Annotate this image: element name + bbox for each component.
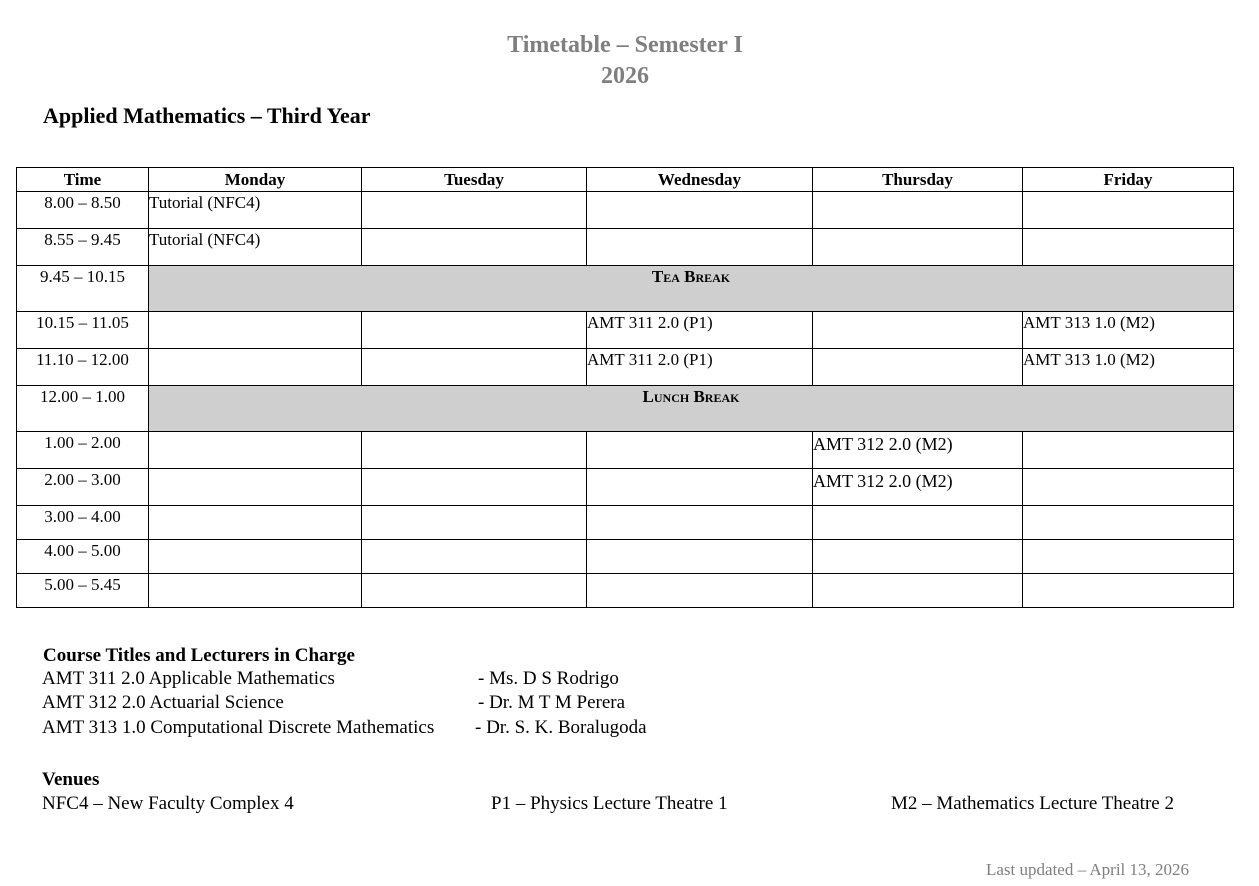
table-row — [17, 312, 1234, 349]
last-updated: Last updated – April 13, 2026 — [986, 860, 1190, 879]
table-row — [17, 229, 1234, 266]
venue-item: P1 – Physics Lecture Theatre 1 — [491, 793, 728, 814]
column-header-thursday: Thursday — [813, 168, 1023, 192]
schedule-cell — [813, 574, 1023, 608]
schedule-cell — [362, 349, 587, 386]
schedule-cell — [813, 506, 1023, 540]
timetable — [16, 167, 1234, 608]
table-row — [17, 349, 1234, 386]
schedule-cell — [1023, 574, 1234, 608]
course-lecturer: - Ms. D S Rodrigo — [478, 668, 619, 689]
schedule-cell — [362, 229, 587, 266]
column-header-wednesday: Wednesday — [587, 168, 813, 192]
venue-item: NFC4 – New Faculty Complex 4 — [42, 793, 294, 814]
schedule-cell — [1023, 192, 1234, 229]
schedule-cell — [362, 506, 587, 540]
schedule-cell — [813, 349, 1023, 386]
column-header-time: Time — [17, 168, 149, 192]
table-row — [17, 432, 1234, 469]
schedule-cell: AMT 312 2.0 (M2) — [813, 432, 1023, 469]
schedule-cell — [1023, 229, 1234, 266]
courses-heading: Course Titles and Lecturers in Charge — [43, 645, 355, 666]
course-lecturer: - Dr. S. K. Boralugoda — [475, 717, 647, 738]
time-slot: 2.00 – 3.00 — [17, 469, 149, 506]
page-subtitle: Applied Mathematics – Third Year — [43, 103, 371, 128]
schedule-cell — [587, 229, 813, 266]
schedule-cell — [813, 229, 1023, 266]
course-lecturer: - Dr. M T M Perera — [478, 692, 626, 713]
venue-item: M2 – Mathematics Lecture Theatre 2 — [891, 793, 1174, 814]
schedule-cell — [1023, 540, 1234, 574]
table-row — [17, 506, 1234, 540]
schedule-cell — [813, 312, 1023, 349]
schedule-cell — [149, 469, 362, 506]
table-row — [17, 192, 1234, 229]
schedule-cell — [587, 506, 813, 540]
column-header-monday: Monday — [149, 168, 362, 192]
schedule-cell — [149, 574, 362, 608]
schedule-cell: Tutorial (NFC4) — [149, 192, 362, 229]
time-slot: 12.00 – 1.00 — [17, 386, 149, 432]
page-title-year: 2026 — [601, 63, 649, 89]
schedule-cell — [587, 574, 813, 608]
lunch-break-band: Lunch Break — [149, 386, 1234, 432]
schedule-cell: AMT 311 2.0 (P1) — [587, 349, 813, 386]
time-slot: 11.10 – 12.00 — [17, 349, 149, 386]
column-header-tuesday: Tuesday — [362, 168, 587, 192]
course-title: AMT 312 2.0 Actuarial Science — [42, 692, 284, 713]
time-slot: 3.00 – 4.00 — [17, 506, 149, 540]
schedule-cell — [1023, 432, 1234, 469]
schedule-cell: AMT 313 1.0 (M2) — [1023, 349, 1234, 386]
schedule-cell — [813, 540, 1023, 574]
schedule-cell — [362, 312, 587, 349]
schedule-cell — [149, 506, 362, 540]
time-slot: 5.00 – 5.45 — [17, 574, 149, 608]
schedule-cell — [362, 574, 587, 608]
schedule-cell — [362, 540, 587, 574]
schedule-cell: AMT 312 2.0 (M2) — [813, 469, 1023, 506]
table-row-break — [17, 386, 1234, 432]
time-slot: 9.45 – 10.15 — [17, 266, 149, 312]
time-slot: 4.00 – 5.00 — [17, 540, 149, 574]
schedule-cell — [362, 192, 587, 229]
column-header-friday: Friday — [1023, 168, 1234, 192]
schedule-cell — [149, 432, 362, 469]
schedule-cell — [587, 192, 813, 229]
schedule-cell — [1023, 469, 1234, 506]
time-slot: 8.00 – 8.50 — [17, 192, 149, 229]
schedule-cell — [1023, 506, 1234, 540]
schedule-cell: AMT 313 1.0 (M2) — [1023, 312, 1234, 349]
schedule-cell — [362, 469, 587, 506]
course-title: AMT 313 1.0 Computational Discrete Mathematics — [42, 717, 435, 738]
page-title: Timetable – Semester I — [507, 32, 743, 58]
time-slot: 10.15 – 11.05 — [17, 312, 149, 349]
venues-heading: Venues — [42, 769, 100, 790]
schedule-cell — [149, 349, 362, 386]
tea-break-band: Tea Break — [149, 266, 1234, 312]
course-title: AMT 311 2.0 Applicable Mathematics — [42, 668, 335, 689]
time-slot: 8.55 – 9.45 — [17, 229, 149, 266]
schedule-cell — [813, 192, 1023, 229]
schedule-cell: Tutorial (NFC4) — [149, 229, 362, 266]
table-row — [17, 469, 1234, 506]
table-row — [17, 540, 1234, 574]
table-row-break — [17, 266, 1234, 312]
schedule-cell — [149, 312, 362, 349]
schedule-cell — [587, 469, 813, 506]
schedule-cell: AMT 311 2.0 (P1) — [587, 312, 813, 349]
schedule-cell — [362, 432, 587, 469]
schedule-cell — [587, 540, 813, 574]
table-row — [17, 574, 1234, 608]
schedule-cell — [149, 540, 362, 574]
schedule-cell — [587, 432, 813, 469]
time-slot: 1.00 – 2.00 — [17, 432, 149, 469]
